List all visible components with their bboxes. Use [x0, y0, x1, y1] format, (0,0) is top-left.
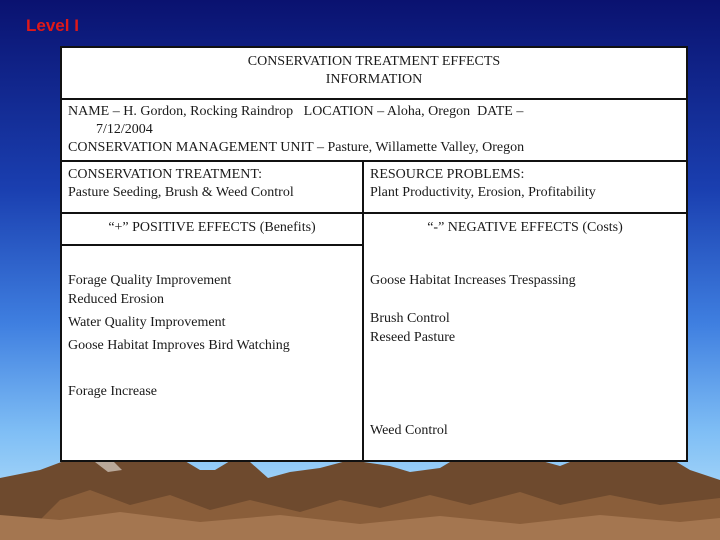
- positive-effect-item: Water Quality Improvement: [68, 315, 226, 330]
- positive-effect-item: Forage Increase: [68, 384, 158, 399]
- treatment-label: CONSERVATION TREATMENT:: [68, 167, 263, 182]
- row-divider: [62, 212, 686, 214]
- positive-effects-header: “+” POSITIVE EFFECTS (Benefits): [108, 220, 316, 235]
- treatment-cell: [68, 166, 358, 202]
- treatment-value: Pasture Seeding, Brush & Weed Control: [68, 185, 294, 200]
- negative-effect-item: Brush Control: [370, 311, 450, 326]
- negative-effect-item: Weed Control: [370, 423, 448, 438]
- name-location-date: NAME – H. Gordon, Rocking Raindrop LOCATION – Aloha, Oregon DATE –: [68, 104, 524, 119]
- negative-effects-header: “-” NEGATIVE EFFECTS (Costs): [427, 220, 623, 235]
- positive-effect-item: Reduced Erosion: [68, 292, 165, 307]
- positive-effect-item: Goose Habitat Improves Bird Watching: [68, 338, 290, 353]
- resource-label: RESOURCE PROBLEMS:: [370, 167, 525, 182]
- negative-effect-item: Goose Habitat Increases Trespassing: [370, 273, 576, 288]
- treatment-effects-table: [60, 46, 688, 462]
- positive-header-underline: [62, 244, 362, 246]
- column-divider: [362, 162, 364, 460]
- resource-cell: [370, 166, 686, 202]
- info-section: [62, 100, 686, 162]
- negative-effect-item: Reseed Pasture: [370, 330, 456, 345]
- title-line-2: INFORMATION: [325, 72, 423, 87]
- level-label: Level I: [26, 16, 79, 35]
- title-line-1: CONSERVATION TREATMENT EFFECTS: [247, 54, 501, 69]
- date-value: 7/12/2004: [96, 122, 153, 137]
- positive-effect-item: Forage Quality Improvement: [68, 273, 232, 288]
- table-title: [62, 48, 686, 100]
- resource-value: Plant Productivity, Erosion, Profitability: [370, 185, 596, 200]
- management-unit: CONSERVATION MANAGEMENT UNIT – Pasture, Willamette Valley, Oregon: [68, 140, 525, 155]
